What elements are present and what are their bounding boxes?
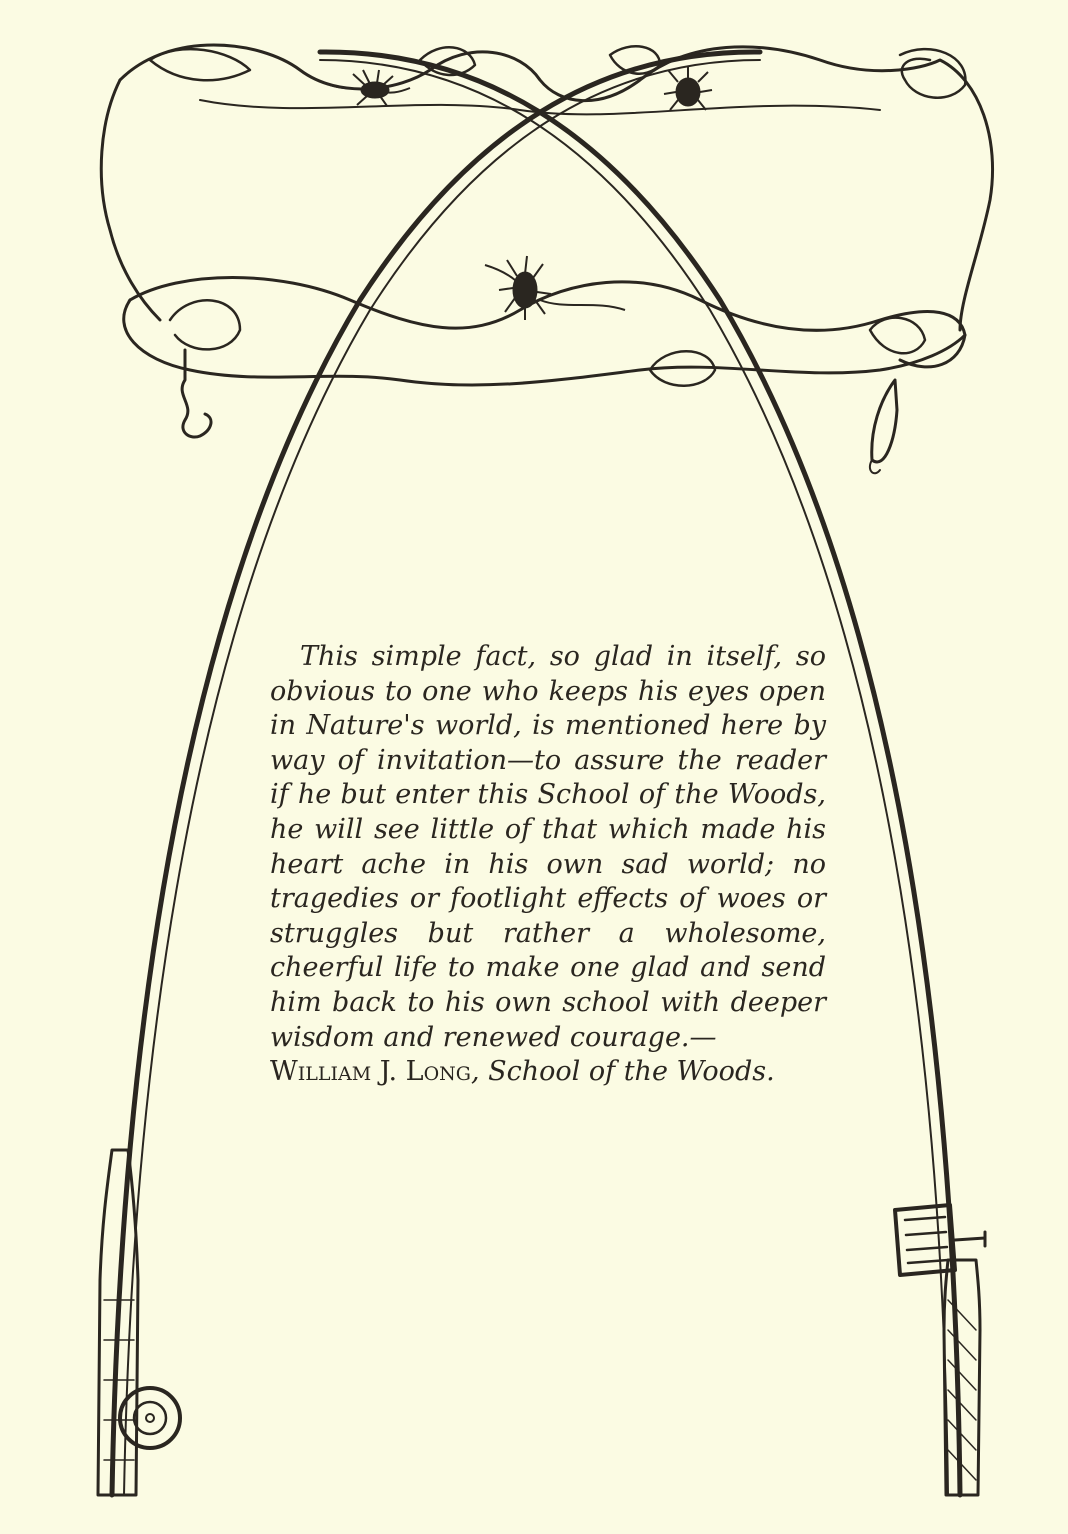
spoon-lure-icon [872,380,897,462]
quotation-source: School of the Woods. [488,1056,775,1088]
worm-bait-icon [182,350,211,437]
fishing-reel-icon [120,1388,180,1448]
quotation-body: This simple fact, so glad in itself, so obvious to one who keeps his eyes open in Nature's world, is mentioned here by way of invitation—to assure the reader if he but enter this School of the Woods, he will see little of that which made his heart ache in his own sad world; no tragedies or footlight effects of woes or struggles but rather a wholesome, cheerful life to make one glad and send him back to his own school with deeper wisdom and renewed courage.— [270,641,826,1053]
quotation-author: William J. Long [270,1056,471,1088]
fly-lure-icon [330,66,712,320]
fishing-line-icon [120,45,993,330]
quotation-text [270,640,826,1090]
quotation-separator: , [470,1056,489,1088]
